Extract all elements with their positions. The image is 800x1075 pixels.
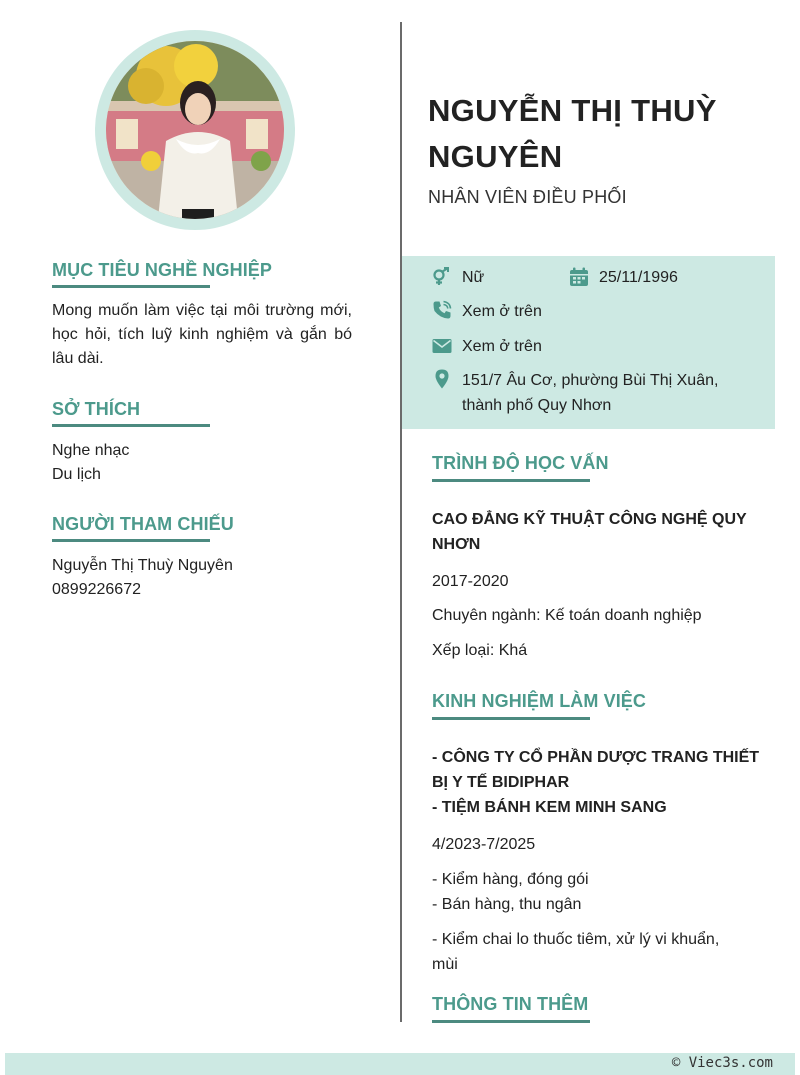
hobbies-section <box>52 397 352 487</box>
address-value <box>462 368 718 418</box>
hobbies-list <box>52 439 352 487</box>
reference-phone: 0899226672 <box>52 581 141 598</box>
column-divider <box>400 22 402 1022</box>
portrait-photo <box>106 41 284 219</box>
task-item: - Kiểm hàng, đóng gói <box>432 871 589 888</box>
hobby-item: Du lịch <box>52 466 101 483</box>
birthday-value: 25/11/1996 <box>599 269 678 286</box>
school-name <box>432 507 767 557</box>
job-position: NHÂN VIÊN ĐIỀU PHỐI <box>428 187 627 207</box>
contact-panel <box>402 256 775 429</box>
education-period: 2017-2020 <box>432 573 509 590</box>
email-icon <box>432 336 452 356</box>
phone-icon <box>432 300 452 320</box>
company-line: - CÔNG TY CỔ PHẦN DƯỢC TRANG THIẾT <box>432 749 760 766</box>
task-item <box>432 927 767 977</box>
phone-value: Xem ở trên <box>462 303 542 320</box>
education-title: TRÌNH ĐỘ HỌC VẤN <box>432 451 609 482</box>
address-line1: 151/7 Âu Cơ, phường Bùi Thị Xuân, <box>462 372 719 389</box>
school-name-line2: NHƠN <box>432 536 481 553</box>
objective-title: MỤC TIÊU NGHỀ NGHIỆP <box>52 258 272 288</box>
address-line2: thành phố Quy Nhơn <box>462 397 612 414</box>
company-line: BỊ Y TẾ BIDIPHAR <box>432 774 570 791</box>
hobbies-title: SỞ THÍCH <box>52 397 140 427</box>
company-line: - TIỆM BÁNH KEM MINH SANG <box>432 799 667 816</box>
task-line: - Kiểm chai lo thuốc tiêm, xử lý vi khuẩn, <box>432 931 720 948</box>
full-name <box>428 88 768 180</box>
reference-details <box>52 554 352 602</box>
task-line: mùi <box>432 956 458 973</box>
additional-section <box>432 992 767 1023</box>
education-major: Chuyên ngành: Kế toán doanh nghiệp <box>432 607 702 624</box>
reference-section <box>52 512 352 602</box>
experience-tasks <box>432 867 767 917</box>
reference-name: Nguyễn Thị Thuỳ Nguyên <box>52 557 233 574</box>
avatar-ring <box>95 30 295 230</box>
footer-bar <box>5 1053 795 1075</box>
gender-icon <box>432 267 452 287</box>
avatar <box>106 41 284 219</box>
reference-title: NGƯỜI THAM CHIẾU <box>52 512 234 542</box>
school-name-line1: CAO ĐẲNG KỸ THUẬT CÔNG NGHỆ QUY <box>432 511 747 528</box>
education-grade: Xếp loại: Khá <box>432 642 528 659</box>
calendar-icon <box>569 267 589 287</box>
objective-section <box>52 258 352 371</box>
email-value: Xem ở trên <box>462 338 542 355</box>
location-pin-icon <box>432 369 452 389</box>
gender-value: Nữ <box>462 269 485 286</box>
experience-title: KINH NGHIỆM LÀM VIỆC <box>432 689 646 720</box>
experience-companies <box>432 745 767 820</box>
objective-text: Mong muốn làm việc tại môi trường mới, học hỏi, tích luỹ kinh nghiệm và gắn bó lâu dài. <box>52 302 352 367</box>
experience-section <box>432 689 767 977</box>
experience-period: 4/2023-7/2025 <box>432 836 536 853</box>
footer-copyright: © Viec3s.com <box>671 1055 773 1071</box>
task-item: - Bán hàng, thu ngân <box>432 896 582 913</box>
education-section <box>432 451 767 663</box>
additional-title: THÔNG TIN THÊM <box>432 992 588 1023</box>
hobby-item: Nghe nhạc <box>52 442 130 459</box>
full-name-line1: NGUYỄN THỊ THUỲ <box>428 93 717 128</box>
full-name-line2: NGUYÊN <box>428 139 563 174</box>
